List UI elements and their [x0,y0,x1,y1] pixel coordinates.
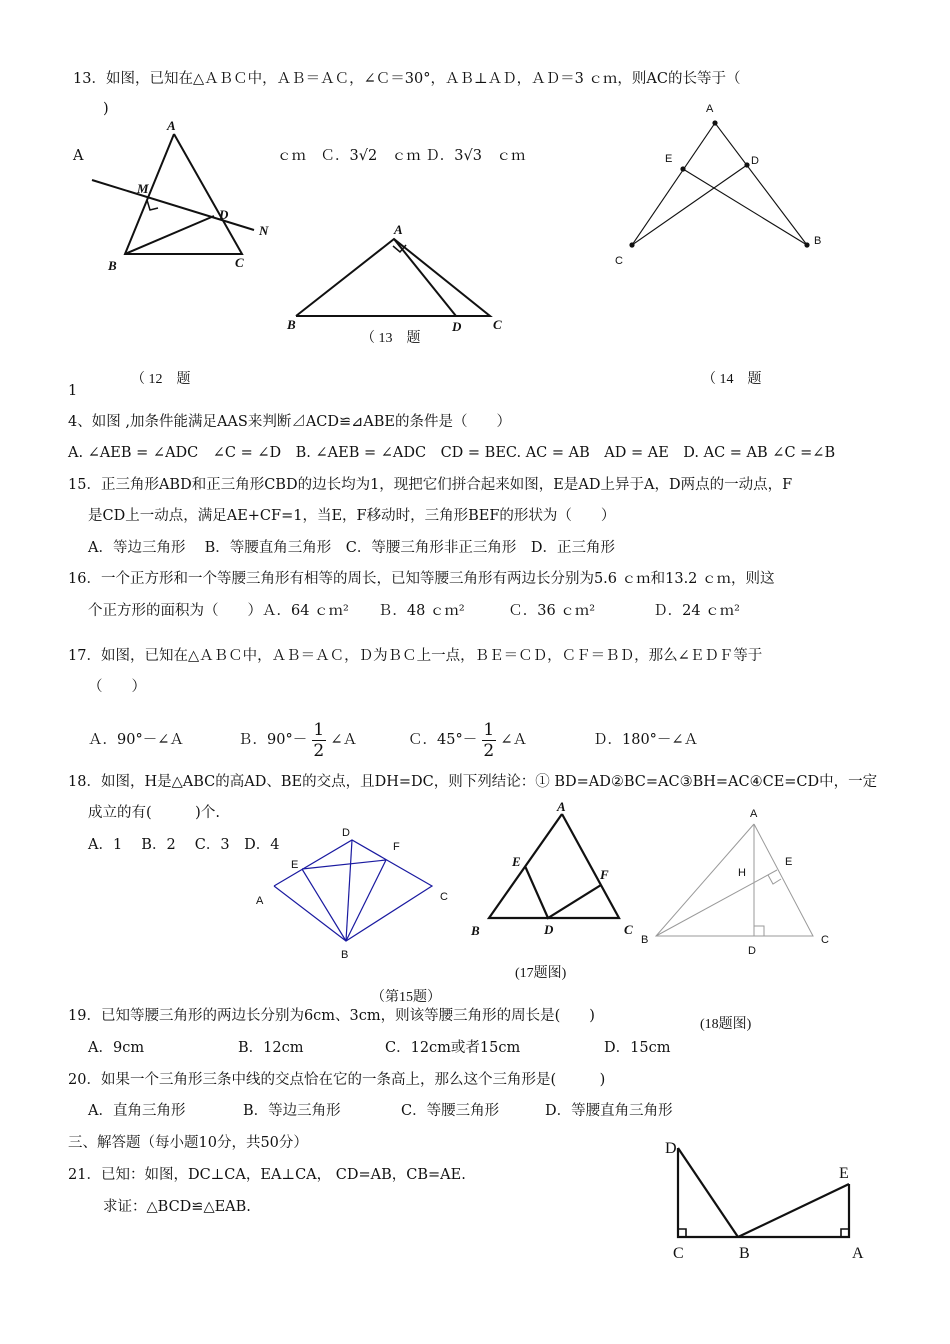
q13-options-rest: ｃｍ Ｃ．3√2 ｃｍ Ｄ．3√3 ｃｍ [277,148,526,164]
fig21-label-d: D [665,1140,677,1157]
fig15-label-e: E [291,859,299,871]
fig14-label-d: D [751,155,759,167]
q19-option-d: D．15cm [604,1040,671,1056]
fig17-label-f: F [600,867,609,882]
q20-option-c: C．等腰三角形 [401,1103,500,1119]
fig13-label-c: C [493,317,502,332]
q17-option-b-pre: Ｂ．90°－ [238,732,308,748]
fraction-numerator: 1 [483,719,495,740]
fig15-label-a: A [256,895,264,907]
fig17-label-d: D [544,922,554,937]
fig18-label-d: D [748,945,756,957]
q17-option-b-fraction [312,720,326,761]
q17-option-c [408,713,527,767]
q17-option-d: Ｄ．180°－∠Ａ [593,732,699,748]
q19-option-b: B．12cm [238,1040,304,1056]
fig21-label-e: E [839,1165,849,1182]
fig17-label-b: B [471,923,480,938]
fig12-label-c: C [235,255,244,270]
q13-line2: ) [103,101,109,117]
fig12-caption: （ 12 题 [131,372,191,387]
fig18-label-h: H [738,867,746,879]
fig15-label-b: B [341,949,349,961]
fig14-label-e: E [665,153,673,165]
fig12-label-n: N [259,223,269,238]
fig14-label-b: B [814,235,822,247]
fig14-caption: （ 14 题 [702,372,762,387]
figure-12 [80,112,280,272]
fig18-label-b: B [641,934,649,946]
figure-18 [650,818,820,940]
fig17-label-c: C [624,922,633,937]
q20-option-a: A．直角三角形 [88,1103,186,1119]
fig18-caption: (18题图) [700,1017,752,1032]
q16-line2: 个正方形的面积为（ ）Ａ．64 ｃｍ² Ｂ．48 ｃｍ² Ｃ．36 ｃｍ² Ｄ．24 ｃｍ² [88,603,740,619]
fig12-label-a: A [167,118,176,133]
q14-options: A. ∠AEB = ∠ADC ∠C = ∠D B. ∠AEB = ∠ADC CD = BEC. AC = AB AD = AE D. AC = AB ∠C =∠B [68,445,836,461]
q14-stem: 4、如图 ,加条件能满足AAS来判断⊿ACD≌⊿ABE的条件是（ ） [68,414,512,430]
q19-stem: 19．已知等腰三角形的两边长分别为6cm、3cm，则该等腰三角形的周长是( ) [68,1008,595,1024]
fig21-label-c: C [673,1245,684,1262]
fig15-label-f: F [393,841,400,853]
q19-option-a: A．9cm [88,1040,145,1056]
q17-option-c-pre: Ｃ．45°－ [408,732,478,748]
q19-option-c: C．12cm或者15cm [385,1040,521,1056]
q13-line1: 13．如图，已知在△ＡＢＣ中，ＡＢ＝ＡＣ，∠Ｃ＝30°，ＡＢ⊥ＡＤ，ＡＤ＝3 ｃｍ，则AC的长等于（ [73,71,741,87]
figure-13 [290,232,510,322]
q18-line2: 成立的有( )个. [88,805,220,821]
section-heading: 三、解答题（每小题10分，共50分） [68,1135,308,1151]
q20-option-b: B．等边三角形 [243,1103,341,1119]
q20-stem: 20．如果一个三角形三条中线的交点恰在它的一条高上，那么这个三角形是( ) [68,1072,606,1088]
q17-option-c-post: ∠Ａ [500,732,528,748]
q15-options: A．等边三角形 B．等腰直角三角形 C．等腰三角形非正三角形 D．正三角形 [88,540,615,556]
fig15-caption: （第15题） [371,990,441,1005]
fig18-label-a: A [750,808,758,820]
q17-option-a: Ａ．90°－∠Ａ [88,732,184,748]
q17-line2: （ ） [88,679,146,695]
fig18-label-c: C [821,934,829,946]
figure-21 [668,1140,858,1240]
q18-options: A．1 B．2 C．3 D．4 [88,837,280,853]
fig12-label-d: D [219,207,229,222]
q17-option-b-post: ∠Ａ [330,732,358,748]
q20-option-d: D．等腰直角三角形 [545,1103,673,1119]
fraction-denominator: 2 [483,740,495,761]
fig15-label-d: D [342,827,350,839]
q17-line1: 17．如图，已知在△ＡＢＣ中，ＡＢ＝ＡＣ，Ｄ为ＢＣ上一点，ＢＥ＝ＣＤ，ＣＦ＝ＢＤ，那么∠ＥＤＦ等于 [68,648,763,664]
fraction-denominator: 2 [313,740,325,761]
q15-line1: 15．正三角形ABD和正三角形CBD的边长均为1，现把它们拼合起来如图，E是AD上异于A，D两点的一动点，F [68,477,793,493]
fig21-label-a: A [852,1245,864,1262]
fig13-label-a: A [394,222,403,237]
figure-14 [620,110,820,255]
fig17-caption: (17题图) [515,966,567,981]
figure-15 [268,832,448,952]
fig12-label-b: B [108,258,117,273]
fig18-label-e: E [785,856,793,868]
q15-line2: 是CD上一动点，满足AE+CF=1，当E，F移动时，三角形BEF的形状为（ ） [88,508,616,524]
q21-line1: 21．已知：如图，DC⊥CA，EA⊥CA， CD=AB，CB=AE. [68,1167,466,1183]
fig15-label-c: C [440,891,448,903]
q16-line1: 16．一个正方形和一个等腰三角形有相等的周长，已知等腰三角形有两边长分别为5.6 ｃｍ和13.2 ｃｍ，则这 [68,571,775,587]
fig17-label-a: A [557,799,566,814]
fig13-label-b: B [287,317,296,332]
fraction-numerator: 1 [313,719,325,740]
fig21-label-b: B [739,1245,750,1262]
q18-line1: 18．如图，H是△ABC的高AD、BE的交点，且DH=DC，则下列结论：① BD=AD②BC=AC③BH=AC④CE=CD中，一定 [68,774,878,790]
fig14-label-a: A [706,103,714,115]
fig14-label-c: C [615,255,623,267]
q17-option-c-fraction [482,720,496,761]
q17-option-b [238,713,357,767]
fig17-label-e: E [512,854,521,869]
q13-option-a: A [73,148,84,164]
q21-line2: 求证：△BCD≌△EAB. [103,1199,251,1215]
fig13-label-d: D [452,319,462,334]
fig13-caption: （ 13 题 [361,331,421,346]
stray-digit: 1 [68,383,78,399]
fig12-label-m: M [137,181,149,196]
